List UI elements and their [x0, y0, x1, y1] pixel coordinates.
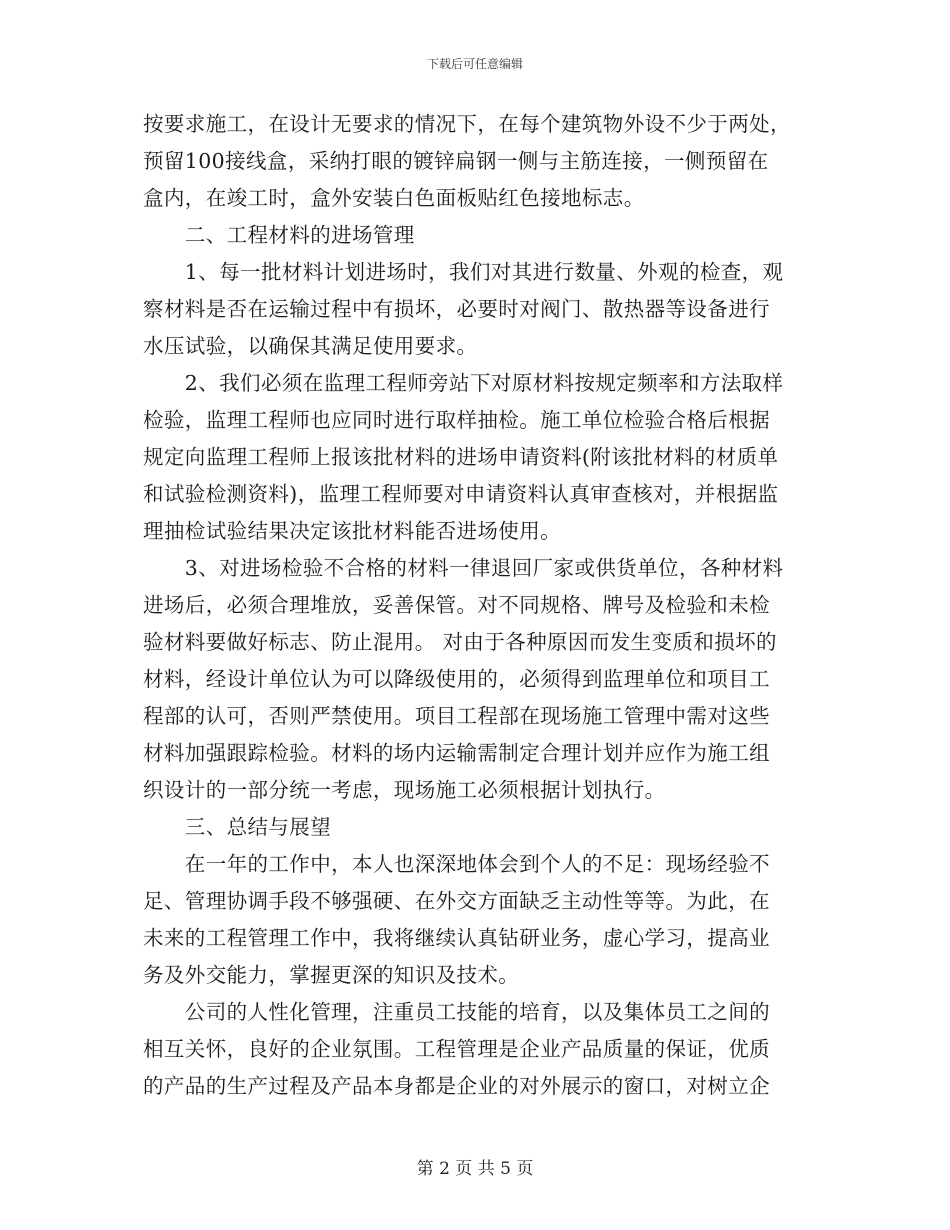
text-line: 在一年的工作中，本人也深深地体会到个人的不足：现场经验不 — [143, 852, 770, 876]
text-line: 的产品的生产过程及产品本身都是企业的对外展示的窗口，对树立企 — [143, 1074, 770, 1098]
document-body — [143, 106, 807, 1105]
text-line: 水压试验，以确保其满足使用要求。 — [143, 334, 478, 358]
text-line: 2、我们必须在监理工程师旁站下对原材料按规定频率和方法取样 — [143, 371, 784, 395]
text-line: 务及外交能力，掌握更深的知识及技术。 — [143, 963, 520, 987]
text-line: 公司的人性化管理，注重员工技能的培育，以及集体员工之间的 — [143, 1000, 770, 1024]
text-line: 1、每一批材料计划进场时，我们对其进行数量、外观的检查，观 — [143, 260, 784, 284]
text-line: 理抽检试验结果决定该批材料能否进场使用。 — [143, 519, 561, 543]
section-heading: 二、工程材料的进场管理 — [143, 223, 415, 247]
text-line: 察材料是否在运输过程中有损坏，必要时对阀门、散热器等设备进行 — [143, 297, 770, 321]
text-line: 规定向监理工程师上报该批材料的进场申请资料(附该批材料的材质单 — [143, 445, 779, 469]
text-line: 按要求施工，在设计无要求的情况下，在每个建筑物外设不少于两处， — [143, 112, 791, 136]
text-line: 足、管理协调手段不够强硬、在外交方面缺乏主动性等等。为此，在 — [143, 889, 770, 913]
page-header: 下载后可任意编辑 — [426, 57, 523, 71]
text-line: 预留100接线盒，采纳打眼的镀锌扁钢一侧与主筋连接，一侧预留在 — [143, 149, 769, 173]
text-line: 程部的认可，否则严禁使用。项目工程部在现场施工管理中需对这些 — [143, 704, 770, 728]
page-number-footer: 第 2 页 共 5 页 — [416, 1159, 534, 1179]
text-line: 验材料要做好标志、防止混用。 对由于各种原因而发生变质和损坏的 — [143, 630, 777, 654]
text-line: 未来的工程管理工作中，我将继续认真钻研业务，虚心学习，提高业 — [143, 926, 770, 950]
text-line: 织设计的一部分统一考虑，现场施工必须根据计划执行。 — [143, 778, 666, 802]
text-line: 进场后，必须合理堆放，妥善保管。对不同规格、牌号及检验和未检 — [143, 593, 770, 617]
text-line: 和试验检测资料)，监理工程师要对申请资料认真审查核对，并根据监 — [143, 482, 779, 506]
text-line: 材料，经设计单位认为可以降级使用的，必须得到监理单位和项目工 — [143, 667, 770, 691]
section-heading: 三、总结与展望 — [143, 815, 332, 839]
text-line: 3、对进场检验不合格的材料一律退回厂家或供货单位，各种材料 — [143, 556, 784, 580]
text-line: 相互关怀，良好的企业氛围。工程管理是企业产品质量的保证，优质 — [143, 1037, 770, 1061]
text-line: 材料加强跟踪检验。材料的场内运输需制定合理计划并应作为施工组 — [143, 741, 770, 765]
text-line: 检验，监理工程师也应同时进行取样抽检。施工单位检验合格后根据 — [143, 408, 770, 432]
text-line: 盒内，在竣工时，盒外安装白色面板贴红色接地标志。 — [143, 186, 645, 210]
